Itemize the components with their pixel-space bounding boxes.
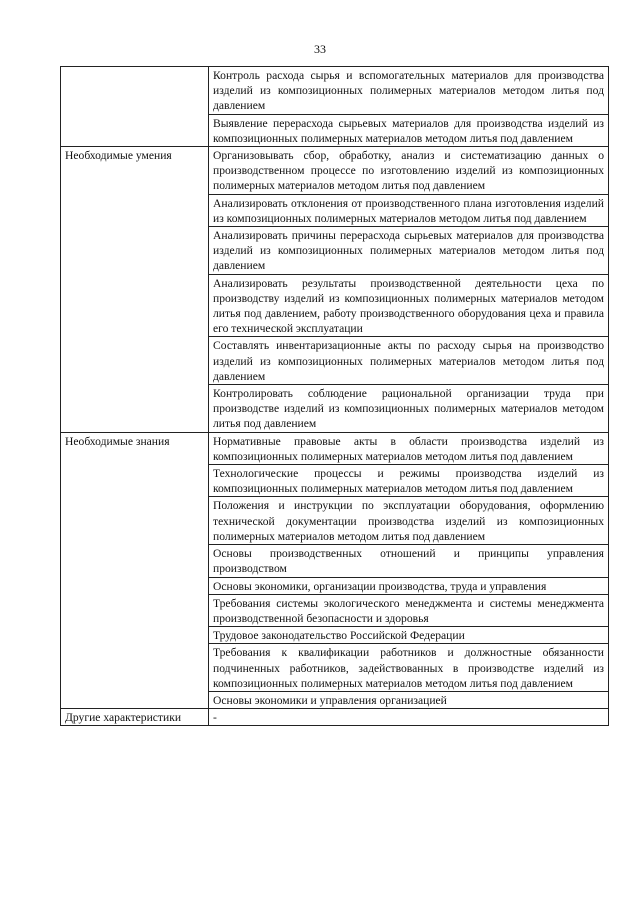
table-cell: Требования к квалификации работников и должностные обязанности подчиненных работников, задействованных в производстве изделий из композиционных полимерных материалов методом литья под давлением <box>209 644 609 692</box>
requirements-table <box>60 66 609 726</box>
row-label-skills: Необходимые умения <box>61 147 209 433</box>
table-row <box>61 709 609 726</box>
table-cell: Основы производственных отношений и принципы управления производством <box>209 545 609 577</box>
table-row <box>61 147 609 195</box>
table-cell: Анализировать причины перерасхода сырьевых материалов для производства изделий из композиционных полимерных материалов методом литья под давлением <box>209 227 609 275</box>
table-cell: Контролировать соблюдение рациональной организации труда при производстве изделий из композиционных полимерных материалов методом литья под давлением <box>209 385 609 433</box>
table-cell: Положения и инструкции по эксплуатации оборудования, оформлению технической документации производства изделий из композиционных полимерных материалов методом литья под давлением <box>209 497 609 545</box>
table-row <box>61 432 609 464</box>
table-cell: Основы экономики, организации производства, труда и управления <box>209 577 609 594</box>
table-cell: Нормативные правовые акты в области производства изделий из композиционных полимерных материалов методом литья под давлением <box>209 432 609 464</box>
table-cell: Основы экономики и управления организацией <box>209 691 609 708</box>
table-cell: Требования системы экологического менеджмента и системы менеджмента производственной безопасности и здоровья <box>209 594 609 626</box>
row-label-knowledge: Необходимые знания <box>61 432 209 708</box>
table-cell: Контроль расхода сырья и вспомогательных материалов для производства изделий из композиционных полимерных материалов методом литья под давлением <box>209 67 609 115</box>
page-number: 33 <box>314 42 326 56</box>
table-cell: Выявление перерасхода сырьевых материалов для производства изделий из композиционных полимерных материалов методом литья под давлением <box>209 114 609 146</box>
row-label-other: Другие характеристики <box>61 709 209 726</box>
row-label-empty <box>61 67 209 147</box>
table-cell: Анализировать отклонения от производственного плана изготовления изделий из композиционных полимерных материалов методом литья под давлением <box>209 194 609 226</box>
table-cell: Технологические процессы и режимы производства изделий из композиционных полимерных материалов методом литья под давлением <box>209 465 609 497</box>
table-cell: Составлять инвентаризационные акты по расходу сырья на производство изделий из композиционных полимерных материалов методом литья под давлением <box>209 337 609 385</box>
table-cell: Анализировать результаты производственной деятельности цеха по производству изделий из композиционных полимерных материалов методом литья под давлением, работу производственного оборудования цеха и правила его технической эксплуатации <box>209 274 609 337</box>
table-cell: Трудовое законодательство Российской Федерации <box>209 627 609 644</box>
table-cell: - <box>209 709 609 726</box>
table-cell: Организовывать сбор, обработку, анализ и систематизацию данных о производственном процессе по изготовлению изделий из композиционных полимерных материалов методом литья под давлением <box>209 147 609 195</box>
table-row <box>61 67 609 115</box>
